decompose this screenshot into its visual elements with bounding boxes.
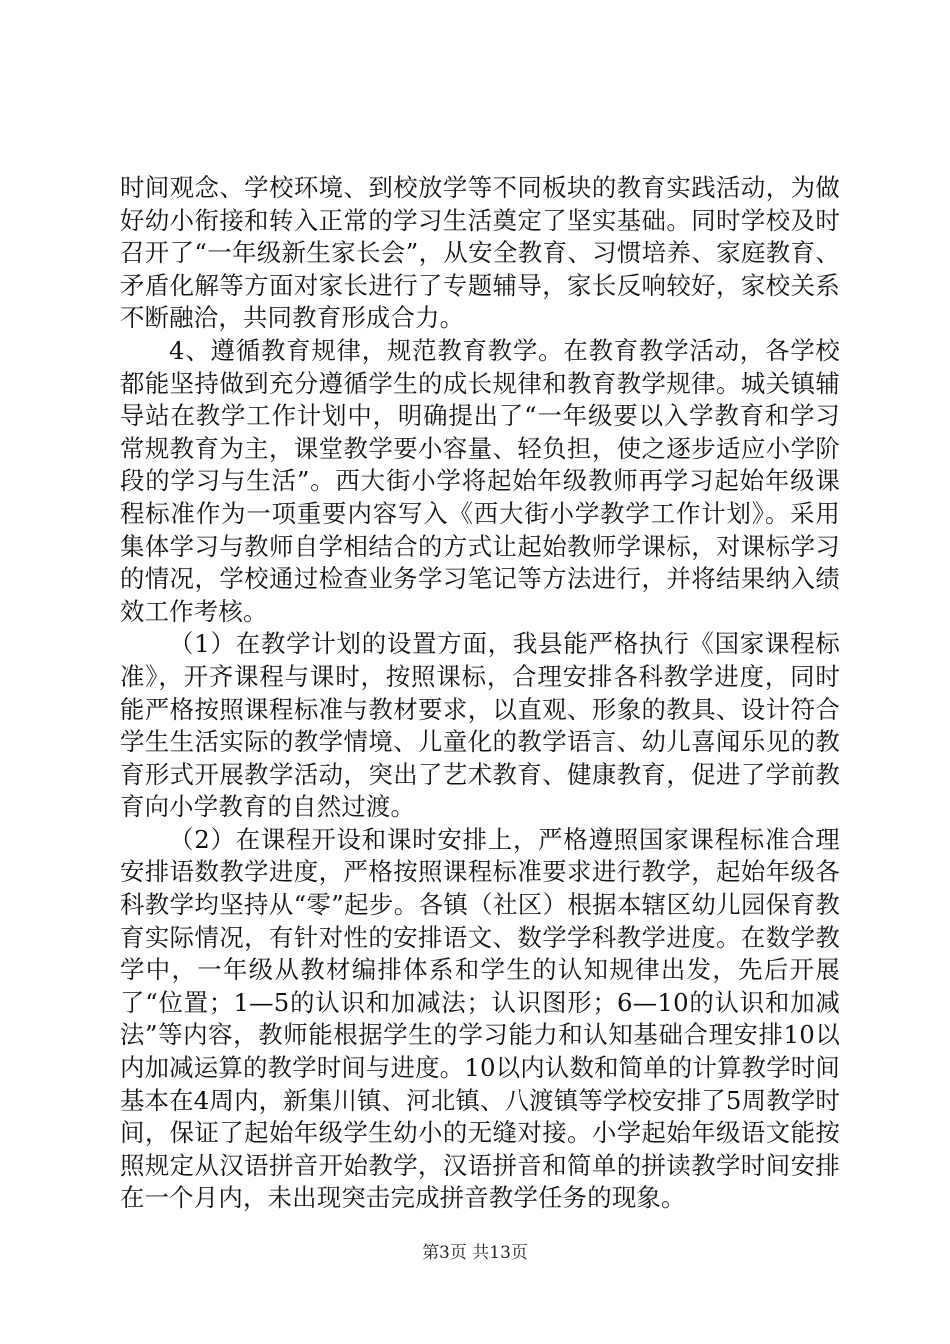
paragraph-item-2: （2）在课程开设和课时安排上，严格遵照国家课程标准合理安排语数教学进度，严格按照课程标准要求进行教学，起始年级各科教学均坚持从“零”起步。各镇（社区）根据本辖区幼儿园保育教育实际情况，有针对性的安排语文、数学学科教学进度。在数学教学中，一年级从教材编排体系和学生的认知规律出发，先后开展了“位置；1—5的认识和加减法；认识图形；6—10的认识和加减法”等内容，教师能根据学生的学习能力和认知基础合理安排10以内加减运算的教学时间与进度。10以内认数和简单的计算教学时间基本在4周内，新集川镇、河北镇、八渡镇等学校安排了5周教学时间，保证了起始年级学生幼小的无缝对接。小学起始年级语文能按照规定从汉语拼音开始教学，汉语拼音和简单的拼读教学时间安排在一个月内，未出现突击完成拼音教学任务的现象。 (120, 824, 840, 1213)
paragraph-section-4: 4、遵循教育规律，规范教育教学。在教育教学活动，各学校都能坚持做到充分遵循学生的成长规律和教育教学规律。城关镇辅导站在教学工作计划中，明确提出了“一年级要以入学教育和学习常规教育为主，课堂教学要小容量、轻负担，使之逐步适应小学阶段的学习与生活”。西大街小学将起始年级教师再学习起始年级课程标准作为一项重要内容写入《西大街小学教学工作计划》。采用集体学习与教师自学相结合的方式让起始教师学课标，对课标学习的情况，学校通过检查业务学习笔记等方法进行，并将结果纳入绩效工作考核。 (120, 335, 840, 626)
document-body (120, 172, 840, 1215)
paragraph-continuation: 时间观念、学校环境、到校放学等不同板块的教育实践活动，为做好幼小衔接和转入正常的学习生活奠定了坚实基础。同时学校及时召开了“一年级新生家长会”，从安全教育、习惯培养、家庭教育、矛盾化解等方面对家长进行了专题辅导，家长反响较好，家校关系不断融洽，共同教育形成合力。 (120, 173, 840, 333)
paragraph-item-1: （1）在教学计划的设置方面，我县能严格执行《国家课程标准》，开齐课程与课时，按照课标，合理安排各科教学进度，同时能严格按照课程标准与教材要求，以直观、形象的教具、设计符合学生生活实际的教学情境、儿童化的教学语言、幼儿喜闻乐见的教育形式开展教学活动，突出了艺术教育、健康教育，促进了学前教育向小学教育的自然过渡。 (120, 629, 840, 822)
page-footer: 第3页 共13页 (422, 1243, 528, 1263)
